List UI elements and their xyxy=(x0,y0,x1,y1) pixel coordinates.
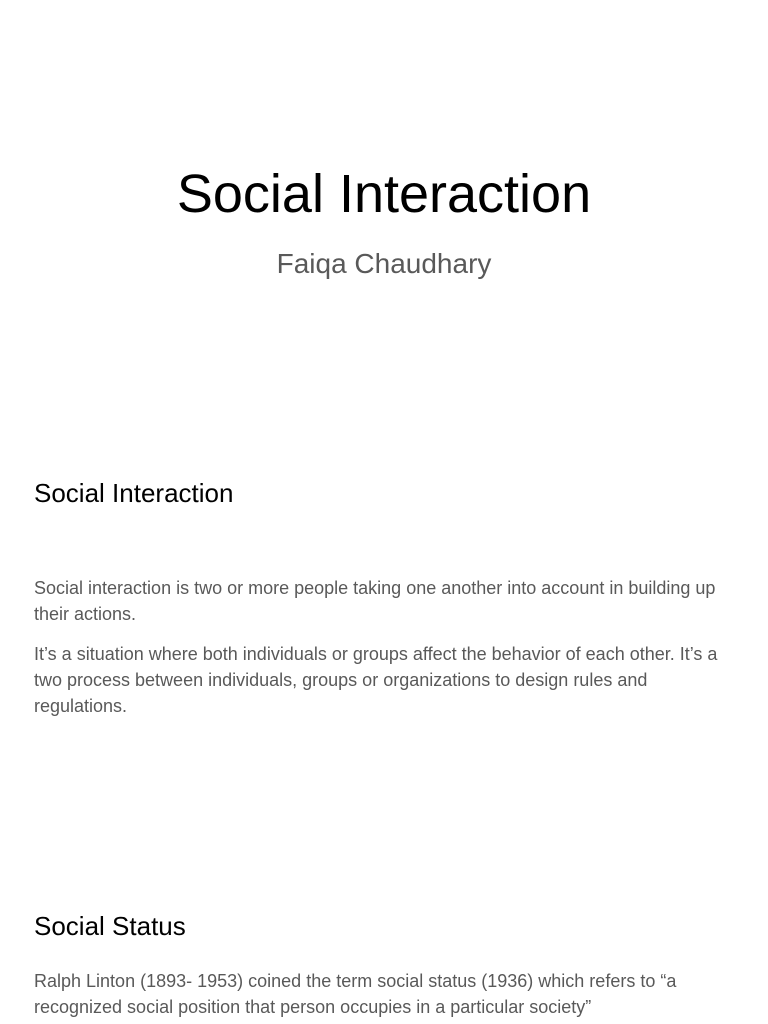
slide-paragraph: It’s a situation where both individuals or groups affect the behavior of each other. It’s a two process between individuals, groups or organizations to design rules and regulations. xyxy=(34,644,718,716)
slide-paragraph: Social interaction is two or more people taking one another into account in building up their actions. xyxy=(34,578,716,624)
slide-social-status xyxy=(34,910,742,1017)
page-title: Social Interaction xyxy=(176,164,592,224)
slide-social-interaction xyxy=(34,477,742,716)
author-name: Faiqa Chaudhary xyxy=(276,248,492,279)
slide-heading: Social Interaction xyxy=(34,478,234,508)
slide-paragraph: Ralph Linton (1893- 1953) coined the term social status (1936) which refers to “a recognized social position that person occupies in a particular society” xyxy=(34,971,677,1017)
slide-heading: Social Status xyxy=(34,911,186,941)
title-slide xyxy=(0,0,768,400)
